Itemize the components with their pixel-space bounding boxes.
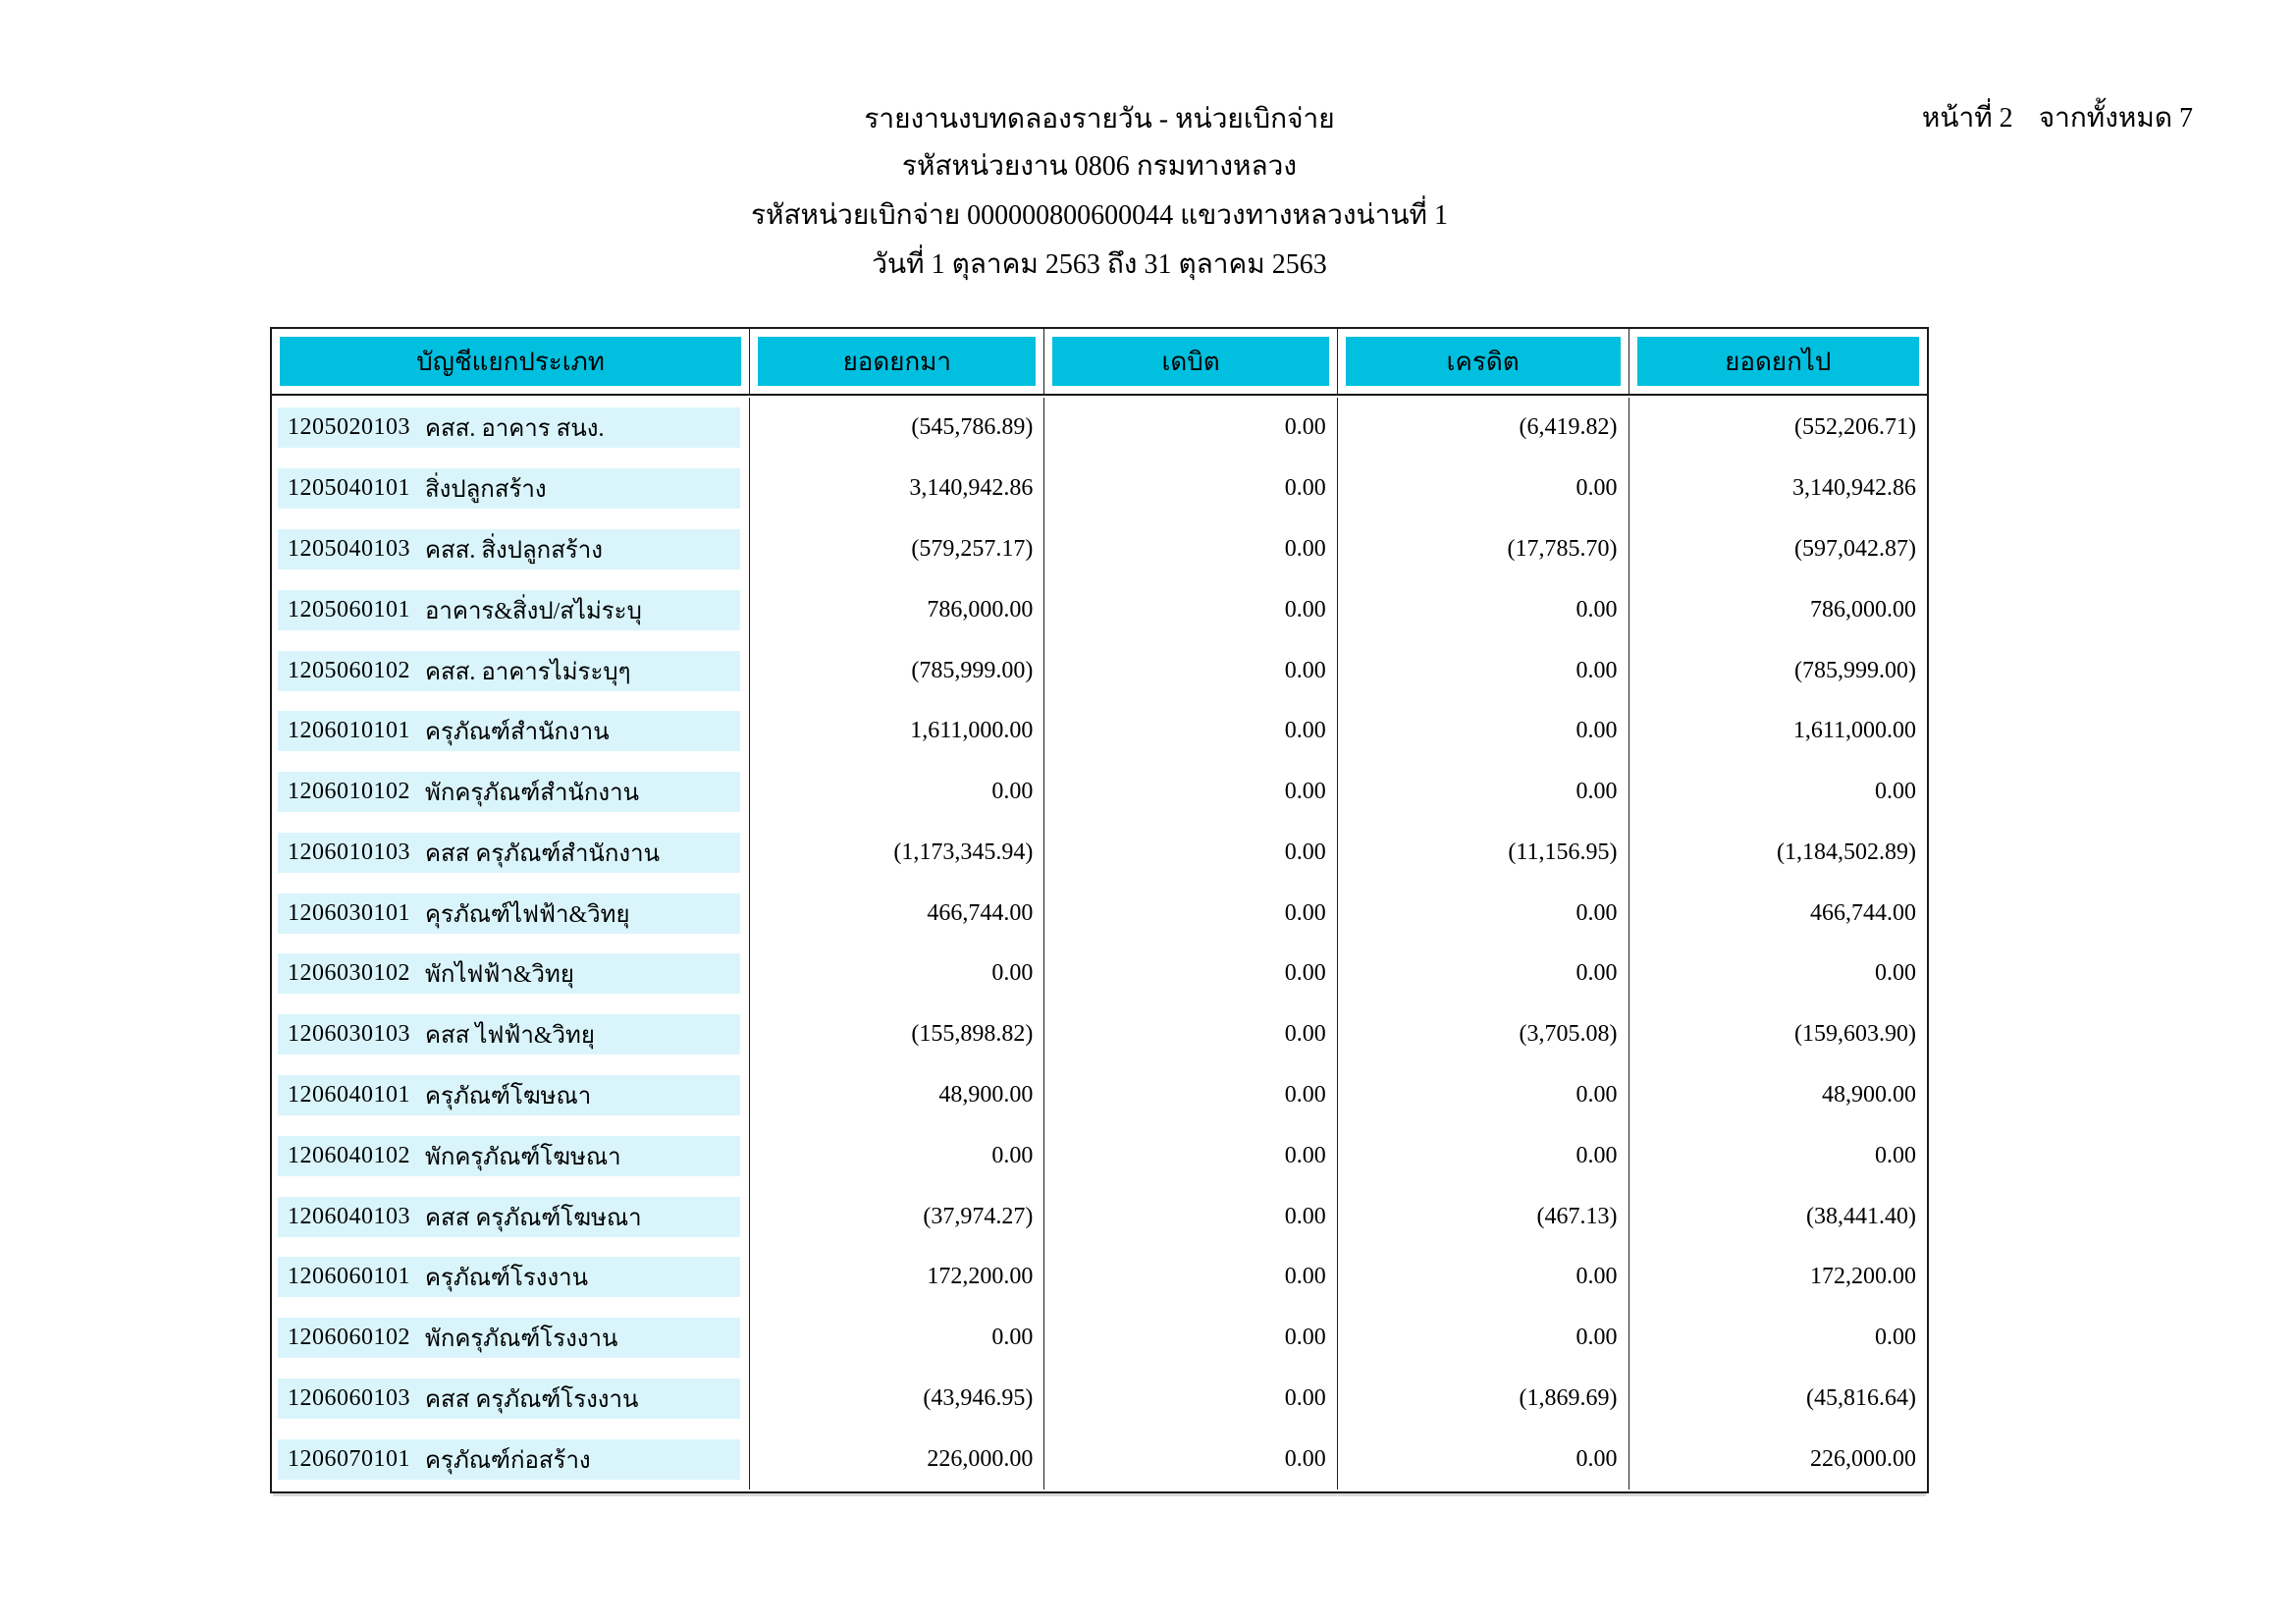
credit-cell: 0.00	[1338, 944, 1629, 1004]
account-code: 1205040103	[288, 535, 410, 562]
account-name: คสส. อาคารไม่ระบุๆ	[425, 659, 631, 685]
column-header-debit	[1044, 329, 1337, 394]
account-code: 1206070101	[288, 1445, 410, 1472]
table-row	[272, 1125, 1927, 1186]
opening-balance-cell: 466,744.00	[750, 883, 1044, 944]
closing-balance-cell: 172,200.00	[1810, 1264, 1916, 1290]
account-cell	[272, 944, 750, 1004]
credit-cell: (17,785.70)	[1338, 519, 1629, 580]
credit-cell: 0.00	[1338, 579, 1629, 640]
credit-cell: (467.13)	[1338, 1186, 1629, 1247]
account-cell	[272, 579, 750, 640]
credit-cell: 0.00	[1338, 701, 1629, 762]
debit-cell: 0.00	[1044, 640, 1337, 701]
account-band	[278, 1439, 740, 1480]
account-band	[278, 468, 740, 509]
closing-balance-cell: 786,000.00	[1810, 596, 1916, 623]
debit-cell: 0.00	[1044, 579, 1337, 640]
account-band	[278, 590, 740, 630]
account-cell	[272, 1125, 750, 1186]
column-header-closing-balance	[1629, 329, 1928, 394]
opening-balance-cell: 786,000.00	[750, 579, 1044, 640]
account-cell	[272, 762, 750, 823]
opening-balance-cell: (545,786.89)	[750, 398, 1044, 459]
closing-balance-cell: 3,140,942.86	[1792, 475, 1916, 502]
opening-balance-cell: 0.00	[750, 1125, 1044, 1186]
account-code: 1206010101	[288, 718, 410, 744]
debit-cell: 0.00	[1044, 459, 1337, 519]
table-row	[272, 822, 1927, 883]
account-code: 1206060102	[288, 1325, 410, 1351]
closing-balance-cell: (1,184,502.89)	[1777, 839, 1916, 865]
closing-balance-cell: (38,441.40)	[1806, 1203, 1916, 1229]
disbursement-unit-line: รหัสหน่วยเบิกจ่าย 000000800600044 แขวงทางหลวงน่านที่ 1	[750, 200, 1449, 231]
date-range-line: วันที่ 1 ตุลาคม 2563 ถึง 31 ตุลาคม 2563	[872, 249, 1327, 280]
credit-cell: 0.00	[1338, 1065, 1629, 1126]
account-cell	[272, 640, 750, 701]
closing-balance-cell: (552,206.71)	[1794, 414, 1916, 441]
table-row	[272, 1186, 1927, 1247]
account-cell	[272, 519, 750, 580]
debit-cell: 0.00	[1044, 1065, 1337, 1126]
account-cell	[272, 701, 750, 762]
credit-cell: (6,419.82)	[1338, 398, 1629, 459]
account-band	[278, 833, 740, 873]
account-code: 1206030101	[288, 899, 410, 926]
opening-balance-cell: 48,900.00	[750, 1065, 1044, 1126]
account-code: 1206010102	[288, 779, 410, 805]
closing-balance-cell: 0.00	[1875, 1142, 1916, 1168]
account-name: อาคาร&สิ่งป/สไม่ระบุ	[425, 598, 642, 624]
account-name: คสส ครุภัณฑ์สำนักงาน	[425, 840, 660, 867]
closing-balance-cell: 466,744.00	[1810, 899, 1916, 926]
credit-cell: 0.00	[1338, 640, 1629, 701]
page-total-label: จากทั้งหมด 7	[2038, 103, 2193, 134]
account-name: พักครุภัณฑ์โรงงาน	[425, 1326, 618, 1353]
column-header-opening-balance-label: ยอดยกมา	[758, 337, 1036, 386]
account-cell	[272, 398, 750, 459]
opening-balance-cell: 172,200.00	[750, 1247, 1044, 1308]
opening-balance-cell: (579,257.17)	[750, 519, 1044, 580]
closing-balance-cell: 0.00	[1875, 960, 1916, 987]
account-code: 1206010103	[288, 839, 410, 865]
debit-cell: 0.00	[1044, 1429, 1337, 1489]
opening-balance-cell: 0.00	[750, 1308, 1044, 1369]
report-title: รายงานงบทดลองรายวัน - หน่วยเบิกจ่าย	[864, 104, 1335, 135]
debit-cell: 0.00	[1044, 883, 1337, 944]
account-band	[278, 651, 740, 691]
credit-cell: 0.00	[1338, 883, 1629, 944]
account-code: 1205040101	[288, 475, 410, 502]
account-cell	[272, 822, 750, 883]
opening-balance-cell: 1,611,000.00	[750, 701, 1044, 762]
closing-balance-cell: (597,042.87)	[1794, 535, 1916, 562]
column-header-closing-balance-label: ยอดยกไป	[1637, 337, 1920, 386]
table-body	[272, 396, 1927, 1491]
opening-balance-cell: (155,898.82)	[750, 1004, 1044, 1065]
table-row	[272, 398, 1927, 459]
credit-cell: (1,869.69)	[1338, 1369, 1629, 1430]
account-band	[278, 1197, 740, 1237]
table-row	[272, 944, 1927, 1004]
opening-balance-cell: (785,999.00)	[750, 640, 1044, 701]
debit-cell: 0.00	[1044, 701, 1337, 762]
account-band	[278, 1014, 740, 1055]
account-band	[278, 1257, 740, 1297]
account-band	[278, 529, 740, 569]
account-band	[278, 711, 740, 751]
account-name: ครุภัณฑ์โรงงาน	[425, 1266, 589, 1292]
closing-balance-cell: (159,603.90)	[1794, 1021, 1916, 1048]
account-name: สิ่งปลูกสร้าง	[425, 477, 547, 504]
debit-cell: 0.00	[1044, 1125, 1337, 1186]
table-row	[272, 640, 1927, 701]
debit-cell: 0.00	[1044, 519, 1337, 580]
account-band	[278, 1379, 740, 1419]
account-code: 1206040102	[288, 1142, 410, 1168]
debit-cell: 0.00	[1044, 944, 1337, 1004]
account-name: คสส. อาคาร สนง.	[425, 416, 605, 443]
account-name: พักครุภัณฑ์โฆษณา	[425, 1144, 621, 1170]
account-code: 1206040103	[288, 1203, 410, 1229]
account-code: 1205060101	[288, 596, 410, 623]
account-cell	[272, 459, 750, 519]
account-cell	[272, 1004, 750, 1065]
account-cell	[272, 1247, 750, 1308]
account-cell	[272, 1186, 750, 1247]
table-row	[272, 1369, 1927, 1430]
account-cell	[272, 1065, 750, 1126]
debit-cell: 0.00	[1044, 1247, 1337, 1308]
account-name: คสส. สิ่งปลูกสร้าง	[425, 537, 603, 564]
closing-balance-cell: 226,000.00	[1810, 1445, 1916, 1472]
column-header-credit-label: เครดิต	[1346, 337, 1621, 386]
account-name: คสส ครุภัณฑ์โรงงาน	[425, 1386, 639, 1413]
table-row	[272, 1065, 1927, 1126]
table-row	[272, 883, 1927, 944]
credit-cell: 0.00	[1338, 1125, 1629, 1186]
closing-balance-cell: 48,900.00	[1822, 1081, 1916, 1108]
opening-balance-cell: (1,173,345.94)	[750, 822, 1044, 883]
column-header-credit	[1338, 329, 1629, 394]
credit-cell: 0.00	[1338, 1247, 1629, 1308]
account-code: 1205020103	[288, 414, 410, 441]
account-name: พักครุภัณฑ์สำนักงาน	[425, 781, 639, 807]
page-number-label: หน้าที่ 2	[1921, 103, 2013, 134]
account-name: คุรภัณฑ์ไฟฟ้า&วิทยุ	[425, 901, 630, 928]
account-name: คสส ครุภัณฑ์โฆษณา	[425, 1205, 642, 1231]
account-band	[278, 1318, 740, 1358]
closing-balance-cell: 1,611,000.00	[1792, 718, 1916, 744]
account-name: ครุภัณฑ์ก่อสร้าง	[425, 1447, 591, 1474]
table-row	[272, 1429, 1927, 1489]
column-header-debit-label: เดบิต	[1052, 337, 1328, 386]
closing-balance-cell: 0.00	[1875, 779, 1916, 805]
debit-cell: 0.00	[1044, 1308, 1337, 1369]
closing-balance-cell: (45,816.64)	[1806, 1384, 1916, 1411]
account-name: พักไฟฟ้า&วิทยุ	[425, 962, 574, 989]
table-row	[272, 519, 1927, 580]
account-code: 1206040101	[288, 1081, 410, 1108]
credit-cell: 0.00	[1338, 1429, 1629, 1489]
table-row	[272, 1308, 1927, 1369]
agency-code-line: รหัสหน่วยงาน 0806 กรมทางหลวง	[901, 151, 1298, 182]
account-name: ครุภัณฑ์โฆษณา	[425, 1083, 592, 1110]
column-header-opening-balance	[750, 329, 1044, 394]
page-indicator	[1922, 96, 2193, 139]
debit-cell: 0.00	[1044, 1369, 1337, 1430]
credit-cell: (3,705.08)	[1338, 1004, 1629, 1065]
account-code: 1206060103	[288, 1384, 410, 1411]
account-name: ครุภัณฑ์สำนักงาน	[425, 720, 610, 746]
table-row	[272, 579, 1927, 640]
account-band	[278, 1136, 740, 1176]
debit-cell: 0.00	[1044, 1004, 1337, 1065]
credit-cell: (11,156.95)	[1338, 822, 1629, 883]
opening-balance-cell: 0.00	[750, 944, 1044, 1004]
account-cell	[272, 1369, 750, 1430]
opening-balance-cell: (43,946.95)	[750, 1369, 1044, 1430]
opening-balance-cell: 3,140,942.86	[750, 459, 1044, 519]
column-header-account-label: บัญชีแยกประเภท	[280, 337, 741, 386]
account-band	[278, 953, 740, 994]
account-name: คสส ไฟฟ้า&วิทยุ	[425, 1023, 595, 1050]
account-band	[278, 893, 740, 934]
account-cell	[272, 1429, 750, 1489]
opening-balance-cell: (37,974.27)	[750, 1186, 1044, 1247]
account-code: 1206030102	[288, 960, 410, 987]
debit-cell: 0.00	[1044, 1186, 1337, 1247]
column-header-account	[272, 329, 750, 394]
debit-cell: 0.00	[1044, 762, 1337, 823]
trial-balance-table	[270, 327, 1929, 1493]
closing-balance-cell: 0.00	[1875, 1325, 1916, 1351]
debit-cell: 0.00	[1044, 822, 1337, 883]
table-row	[272, 1004, 1927, 1065]
account-code: 1206060101	[288, 1264, 410, 1290]
table-header-row	[272, 329, 1927, 396]
credit-cell: 0.00	[1338, 459, 1629, 519]
account-cell	[272, 883, 750, 944]
debit-cell: 0.00	[1044, 398, 1337, 459]
account-code: 1205060102	[288, 657, 410, 683]
credit-cell: 0.00	[1338, 762, 1629, 823]
account-band	[278, 407, 740, 448]
opening-balance-cell: 226,000.00	[750, 1429, 1044, 1489]
table-row	[272, 459, 1927, 519]
account-cell	[272, 1308, 750, 1369]
table-row	[272, 762, 1927, 823]
table-row	[272, 1247, 1927, 1308]
account-code: 1206030103	[288, 1021, 410, 1048]
account-band	[278, 1075, 740, 1115]
table-row	[272, 701, 1927, 762]
opening-balance-cell: 0.00	[750, 762, 1044, 823]
closing-balance-cell: (785,999.00)	[1794, 657, 1916, 683]
credit-cell: 0.00	[1338, 1308, 1629, 1369]
account-band	[278, 772, 740, 812]
